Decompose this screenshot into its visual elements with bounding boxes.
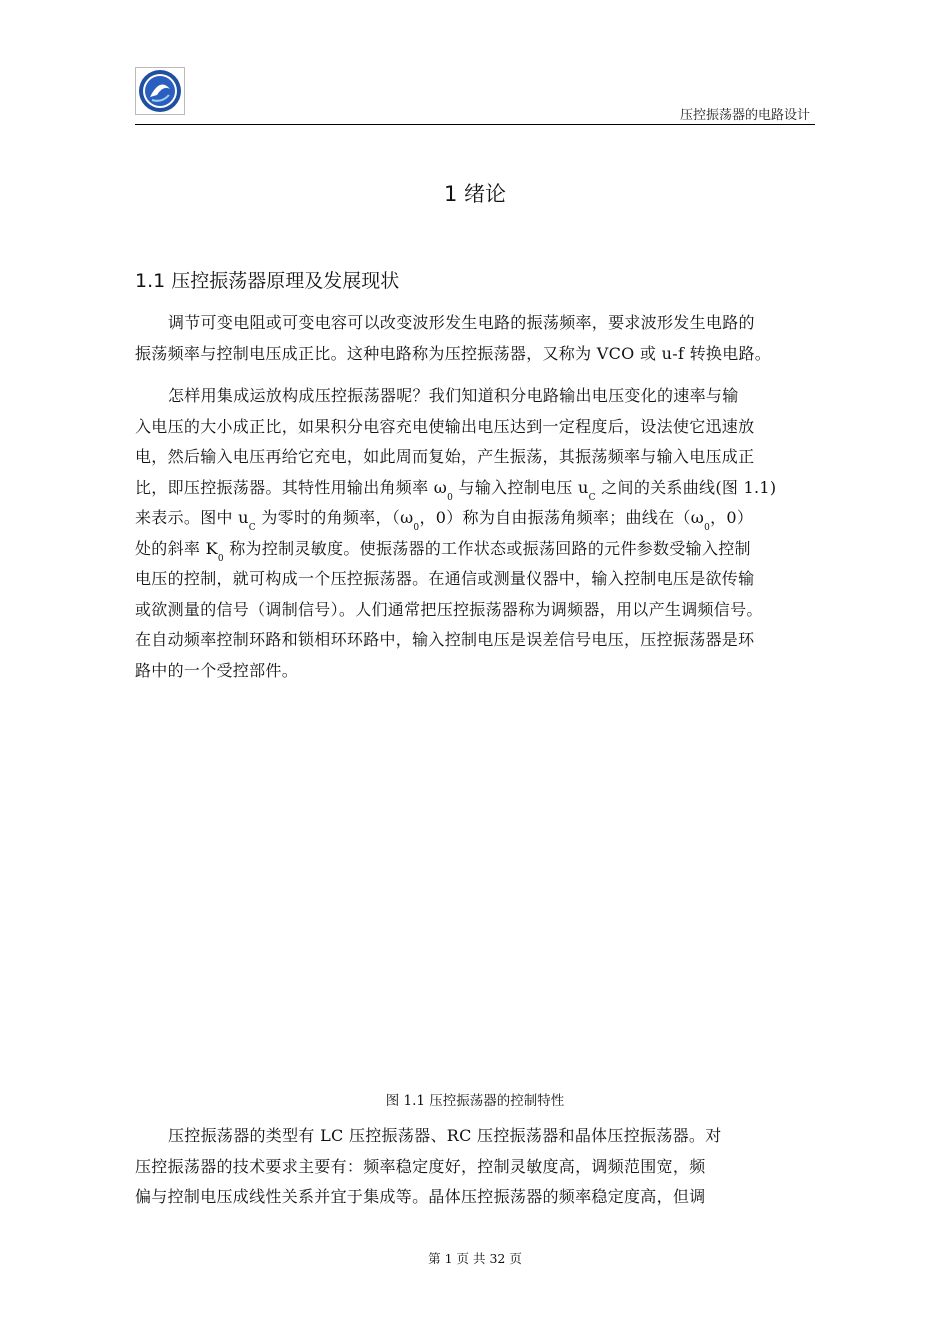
text-run: 处的斜率 K xyxy=(135,538,218,558)
paragraph-line xyxy=(135,503,815,534)
paragraph-line: 或欲测量的信号（调制信号）。人们通常把压控振荡器称为调频器，用以产生调频信号。 xyxy=(135,599,763,619)
subscript: 0 xyxy=(447,492,454,503)
text-run: 比，即压控振荡器。其特性用输出角频率 ω xyxy=(135,477,448,497)
paragraph-line: 路中的一个受控部件。 xyxy=(135,660,299,680)
text-run: 来表示。图中 u xyxy=(135,508,249,527)
subscript: C xyxy=(248,523,256,533)
paragraph-2 xyxy=(135,381,815,686)
header-divider xyxy=(135,124,815,125)
paragraph-line: 压控振荡器的类型有 LC 压控振荡器、RC 压控振荡器和晶体压控振荡器。对 xyxy=(168,1126,722,1145)
paragraph-line: 在自动频率控制环路和锁相环环路中，输入控制电压是误差信号电压，压控振荡器是环 xyxy=(135,630,755,649)
subscript: 0 xyxy=(217,553,224,564)
paragraph-line xyxy=(135,473,815,504)
chapter-title: 1 绪论 xyxy=(443,182,507,206)
paragraph-line: 压控振荡器的技术要求主要有：频率稳定度好，控制灵敏度高，调频范围宽，频 xyxy=(135,1156,706,1176)
subscript: 0 xyxy=(413,523,420,533)
text-run: ，0）称为自由振荡角频率；曲线在（ω xyxy=(419,508,705,527)
paragraph-line: 怎样用集成运放构成压控振荡器呢？我们知道积分电路输出电压变化的速率与输 xyxy=(168,386,739,405)
text-run: 称为控制灵敏度。使振荡器的工作状态或振荡回路的元件参数受输入控制 xyxy=(223,538,751,558)
paragraph-line: 电压的控制，就可构成一个压控振荡器。在通信或测量仪器中，输入控制电压是欲传输 xyxy=(135,569,755,588)
university-logo-icon xyxy=(135,67,185,115)
figure-placeholder xyxy=(135,760,815,1080)
paragraph-line: 入电压的大小成正比，如果积分电容充电使输出电压达到一定程度后，设法使它迅速放 xyxy=(135,416,755,436)
page-number: 第 1 页 共 32 页 xyxy=(428,1251,522,1266)
paragraph-3 xyxy=(135,1121,815,1213)
section-title: 1.1 压控振荡器原理及发展现状 xyxy=(135,270,400,292)
subscript: C xyxy=(588,492,596,503)
paragraph-1 xyxy=(135,308,815,369)
text-run: 为零时的角频率，（ω xyxy=(255,508,414,527)
running-header-title: 压控振荡器的电路设计 xyxy=(679,108,810,123)
text-run: 之间的关系曲线(图 1.1) xyxy=(595,477,777,497)
paragraph-line xyxy=(135,534,815,565)
subscript: 0 xyxy=(704,523,711,533)
paragraph-line: 电，然后输入电压再给它充电，如此周而复始，产生振荡，其振荡频率与输入电压成正 xyxy=(135,447,755,466)
paragraph-line: 偏与控制电压成线性关系并宜于集成等。晶体压控振荡器的频率稳定度高，但调 xyxy=(135,1187,706,1206)
paragraph-line: 调节可变电阻或可变电容可以改变波形发生电路的振荡频率，要求波形发生电路的 xyxy=(168,313,755,332)
paragraph-line: 振荡频率与控制电压成正比。这种电路称为压控振荡器，又称为 VCO 或 u-f 转换电路。 xyxy=(135,343,772,363)
text-run: ，0） xyxy=(710,508,754,527)
text-run: 与输入控制电压 u xyxy=(453,477,589,497)
figure-caption: 图 1.1 压控振荡器的控制特性 xyxy=(385,1093,565,1109)
